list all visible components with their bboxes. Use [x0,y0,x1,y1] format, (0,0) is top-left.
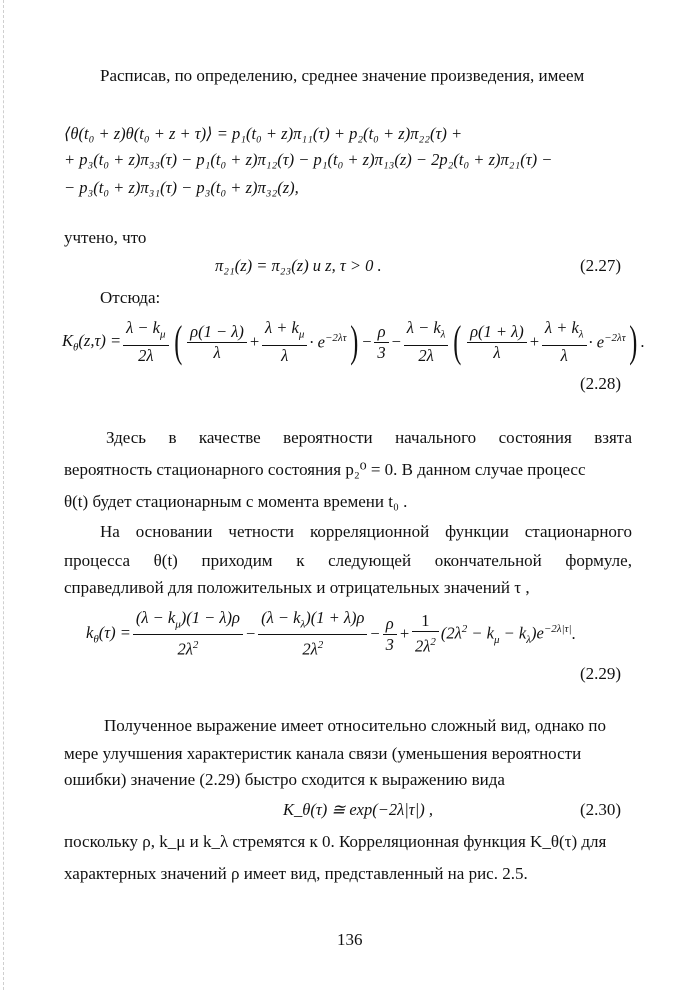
paragraph-5-line-2: характерных значений ρ имеет вид, представленный на рис. 2.5. [64,864,528,883]
word: формуле, [565,551,632,570]
word: начального [395,428,477,447]
word: Здесь [106,428,147,447]
paragraph-4-line-3: ошибки) значение (2.29) быстро сходится к выражению вида [64,770,505,789]
word: качестве [198,428,261,447]
word: вероятности [283,428,373,447]
equation-number-2-28: (2.28) [580,374,622,393]
word: взята [594,428,632,447]
word: состояния [498,428,572,447]
paragraph-3-line-3: справедливой для положительных и отрицательных значений τ , [64,578,530,597]
word: На [100,522,120,541]
word: стационарного [524,522,632,541]
equation-number-2-27: (2.27) [580,256,622,275]
equation-2-28: $K_\theta(z,\tau)$ = $\frac{\lambda - k_\mu}{2\lambda}$ ( $\frac{\rho(1 - \lambda)}{\lambda}$ + $\frac{\lambda + k_\mu}{\lambda}$ · $e^{-2\lambda\tau}$ ) − $\frac{\rho}{3}$ − $\frac{\lambda - k_\lambda}{2\lambda}$ ( $\frac{\rho(1 + \lambda)}{\lambda}$ + $\frac{\lambda + k_\lambda}{\lambda}$ · $e^{-2\lambda\tau}$ ) . [62,317,645,366]
page-number: 136 [337,930,363,949]
word: корреляционной [309,522,430,541]
word: основании [135,522,213,541]
word: четности [228,522,295,541]
text-uchteno: учтено, что [64,228,147,247]
equation-number-2-30: (2.30) [580,800,622,819]
paragraph-2-line-3: θ(t) будет стационарным с момента времени t₀ . [64,492,408,511]
text-otsyuda: Отсюда: [100,288,161,307]
paragraph-2-line-1 [106,428,632,448]
equation-line-3: − p₃(t₀ + z)π₃₁(τ) − p₃(t₀ + z)π₃₂(z), [64,178,299,197]
paragraph-3-line-1 [100,522,632,542]
word: к [296,551,305,570]
paragraph-3-line-2 [64,551,632,571]
paragraph-2-line-2: вероятность стационарного состояния p₂⁰ = 0. В данном случае процесс [64,460,586,479]
equation-2-30: K_θ(τ) ≅ exp(−2λ|τ|) , [283,800,433,819]
paragraph-4-line-1: Полученное выражение имеет относительно сложный вид, однако по [104,716,606,735]
word: приходим [201,551,273,570]
word: следующей [328,551,412,570]
paragraph-intro: Расписав, по определению, среднее значение произведения, имеем [100,66,585,85]
word: θ(t) [153,551,178,570]
equation-2-27: π₂₁(z) = π₂₃(z) и z, τ > 0 . [215,256,382,275]
equation-number-2-29: (2.29) [580,664,622,683]
word: функции [445,522,509,541]
page-edge-dashed [3,0,4,990]
word: в [168,428,177,447]
equation-line-2: + p₃(t₀ + z)π₃₃(τ) − p₁(t₀ + z)π₁₂(τ) − p₁(t₀ + z)π₁₃(z) − 2p₂(t₀ + z)π₂₁(τ) − [64,150,553,169]
word: окончательной [434,551,542,570]
equation-2-29: $k_\theta(\tau)$ = $\frac{(\lambda - k_\mu)(1 - \lambda)\rho}{2\lambda^2}$ − $\frac{(\lambda - k_\lambda)(1 + \lambda)\rho}{2\lambda^2}$ − $\frac{\rho}{3}$ + $\frac{1}{2\lambda^2}$ $(2\lambda^2 - k_\mu - k_\lambda)e^{-2\lambda|\tau|}$ . [86,608,576,659]
paragraph-4-line-2: мере улучшения характеристик канала связи (уменьшения вероятности [64,744,582,763]
word: процесса [64,551,131,570]
paragraph-5-line-1: поскольку ρ, k_μ и k_λ стремятся к 0. Корреляционная функция K_θ(τ) для [64,832,607,851]
equation-line-1: ⟨θ(t₀ + z)θ(t₀ + z + τ)⟩ = p₁(t₀ + z)π₁₁(τ) + p₂(t₀ + z)π₂₂(τ) + [64,124,463,143]
